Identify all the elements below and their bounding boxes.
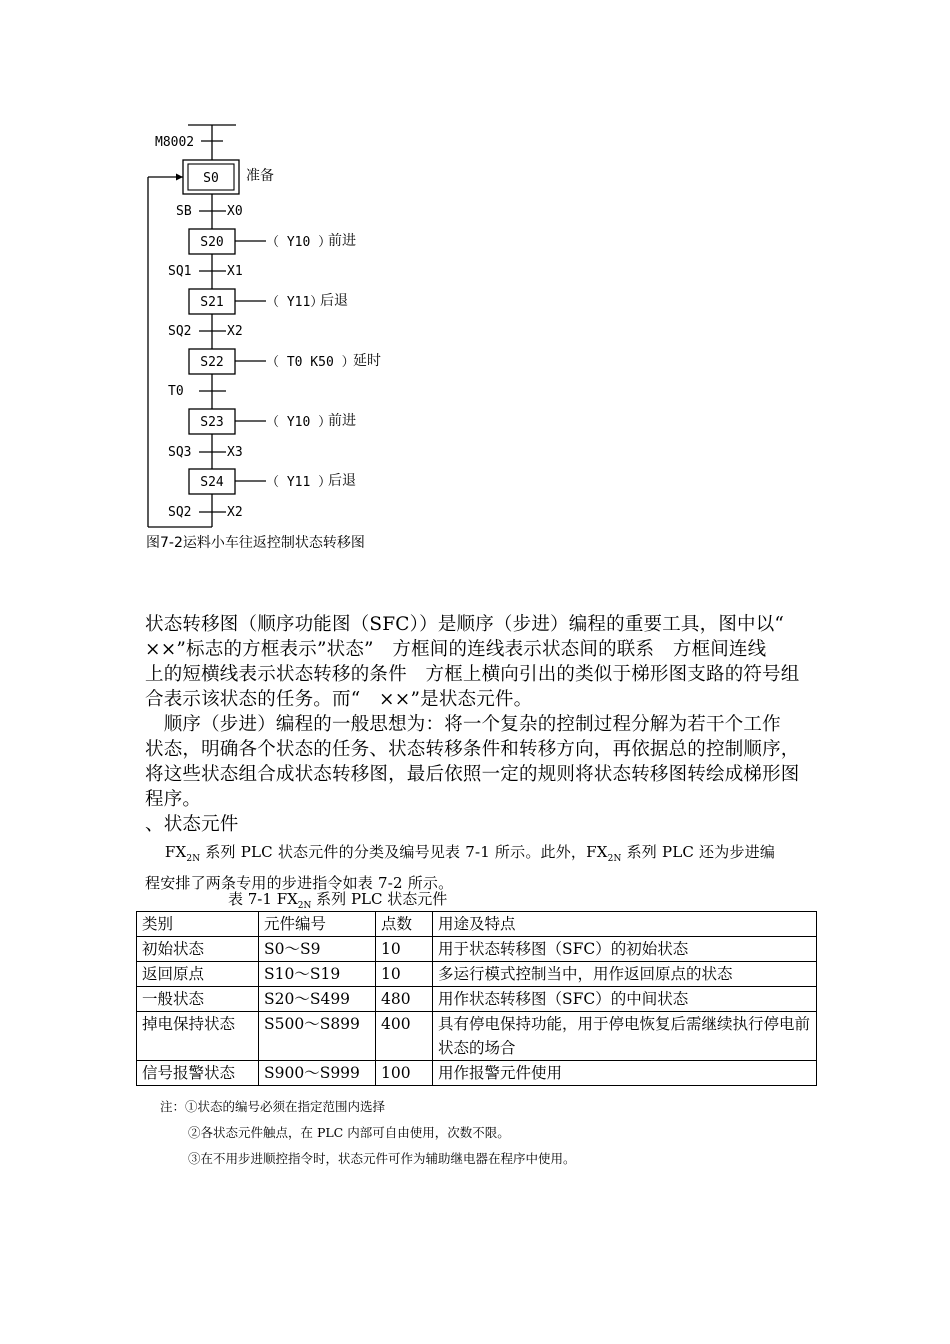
table-cell: 用作报警元件使用: [433, 1061, 817, 1086]
table-caption-subscript: 2N: [297, 901, 312, 911]
text-line: 顺序（步进）编程的一般思想为：将一个复杂的控制过程分解为若干个工作: [145, 714, 781, 735]
table-cell: 初始状态: [137, 937, 259, 962]
paragraph-state-elements: [145, 840, 815, 895]
transition-right-label: X0: [227, 204, 243, 219]
table-cell: 掉电保持状态: [137, 1012, 259, 1061]
step-action: （ Y11）: [266, 295, 324, 310]
table-cell: 10: [376, 962, 433, 987]
step-comment: 前进: [328, 233, 356, 249]
table-row: [137, 987, 817, 1012]
text-span: 系列 PLC 还为步进编: [626, 843, 776, 861]
table-cell: 用于状态转移图（SFC）的初始状态: [433, 937, 817, 962]
table-cell: 用作状态转移图（SFC）的中间状态: [433, 987, 817, 1012]
note-3: ③在不用步进顺控指令时，状态元件可作为辅助继电器在程序中使用。: [188, 1151, 576, 1166]
table-row: [137, 1061, 817, 1086]
transition-left-label: SB: [176, 204, 192, 219]
paragraph-programming-idea: [145, 712, 815, 812]
table-cell: 10: [376, 937, 433, 962]
text-line: 将这些状态组合成状态转移图，最后依照一定的规则将状态转移图转绘成梯形图: [145, 764, 800, 785]
text-line: ××”标志的方框表示”状态” 方框间的连线表示状态间的联系 方框间连线: [145, 639, 767, 660]
text-line: 程序。: [145, 789, 202, 810]
text-line: 状态，明确各个状态的任务、状态转移条件和转移方向，再依据总的控制顺序，: [145, 739, 800, 760]
table-row: [137, 962, 817, 987]
state-box-label: S23: [200, 415, 224, 430]
table-header-cell: 类别: [137, 912, 259, 937]
step-comment: 后退: [328, 473, 356, 489]
table-row: [137, 1012, 817, 1061]
state-box-label: S21: [200, 295, 224, 310]
text-line: 合表示该状态的任务。而“ ××”是状态元件。: [145, 689, 533, 710]
text-line: 上的短横线表示状态转移的条件 方框上横向引出的类似于梯形图支路的符号组: [145, 664, 800, 685]
fx-text: FX: [164, 843, 187, 861]
text-line: 程安排了两条专用的步进指令如表 7-2 所示。: [145, 874, 454, 892]
table-cell: 多运行模式控制当中，用作返回原点的状态: [433, 962, 817, 987]
table-header-cell: 点数: [376, 912, 433, 937]
step-action: （ T0 K50 ）: [266, 355, 355, 370]
state-box-label: S0: [203, 171, 219, 186]
table-cell: S20～S499: [259, 987, 376, 1012]
heading-text: 、状态元件: [145, 814, 239, 835]
step-action: （ Y10 ）: [266, 415, 332, 430]
text-line: [145, 840, 815, 871]
step-s20: [189, 229, 356, 254]
text-span: 系列 PLC 状态元件的分类及编号见表 7-1 所示。此外，FX: [205, 843, 608, 861]
table-header-cell: 用途及特点: [433, 912, 817, 937]
table-cell: S0～S9: [259, 937, 376, 962]
table-caption-text: 系列 PLC 状态元件: [316, 890, 448, 908]
transition: [168, 384, 226, 399]
figure-caption: 图7-2运料小车往返控制状态转移图: [146, 535, 365, 551]
step-s23: [189, 409, 356, 434]
transition-right-label: X3: [227, 445, 243, 460]
paragraph-sfc-intro: [145, 612, 815, 712]
transition-left-label: SQ2: [168, 505, 192, 520]
table-cell: S500～S899: [259, 1012, 376, 1061]
table-cell: 400: [376, 1012, 433, 1061]
transition-right-label: X2: [227, 505, 243, 520]
transition: [176, 204, 243, 219]
transition: [168, 324, 243, 339]
section-heading: [145, 812, 815, 837]
return-arrow-icon: [176, 174, 183, 181]
table-cell: 信号报警状态: [137, 1061, 259, 1086]
table-cell: 一般状态: [137, 987, 259, 1012]
transition-left-label: SQ2: [168, 324, 192, 339]
m8002-label: M8002: [155, 135, 195, 150]
text-line: 状态转移图（顺序功能图（SFC））是顺序（步进）编程的重要工具，图中以“: [145, 614, 785, 635]
table-header-row: [137, 912, 817, 937]
table-cell: 100: [376, 1061, 433, 1086]
state-box-label: S22: [200, 355, 224, 370]
table-cell: S900～S999: [259, 1061, 376, 1086]
note-2: ②各状态元件触点，在 PLC 内部可自由使用，次数不限。: [188, 1125, 510, 1140]
table-caption-text: 表 7-1 FX: [228, 890, 298, 908]
note-1: 注：①状态的编号必须在指定范围内选择: [160, 1099, 386, 1114]
step-comment: 后退: [320, 293, 348, 309]
fx-subscript: 2N: [607, 854, 622, 864]
step-comment: 准备: [246, 168, 274, 184]
state-elements-table: [136, 911, 817, 1086]
table-cell: S10～S19: [259, 962, 376, 987]
table-cell: 480: [376, 987, 433, 1012]
step-comment: 前进: [328, 413, 356, 429]
transition: [168, 505, 243, 520]
step-comment: 延时: [353, 353, 381, 369]
step-s21: [189, 289, 348, 314]
state-box-label: S20: [200, 235, 224, 250]
step-s22: [189, 349, 381, 374]
table-row: [137, 937, 817, 962]
transition-left-label: SQ3: [168, 445, 192, 460]
transition-left-label: T0: [168, 384, 184, 399]
step-action: （ Y11 ）: [266, 475, 332, 490]
transition-right-label: X1: [227, 264, 243, 279]
table-cell: 返回原点: [137, 962, 259, 987]
table-cell: 具有停电保持功能，用于停电恢复后需继续执行停电前状态的场合: [433, 1012, 817, 1061]
state-box-label: S24: [200, 475, 224, 490]
transition-right-label: X2: [227, 324, 243, 339]
transition: [168, 264, 243, 279]
step-s24: [189, 469, 356, 494]
transition: [168, 445, 243, 460]
transition-left-label: SQ1: [168, 264, 192, 279]
sfc-diagram: [0, 0, 950, 560]
fx-subscript: 2N: [186, 854, 201, 864]
step-action: （ Y10 ）: [266, 235, 332, 250]
table-header-cell: 元件编号: [259, 912, 376, 937]
